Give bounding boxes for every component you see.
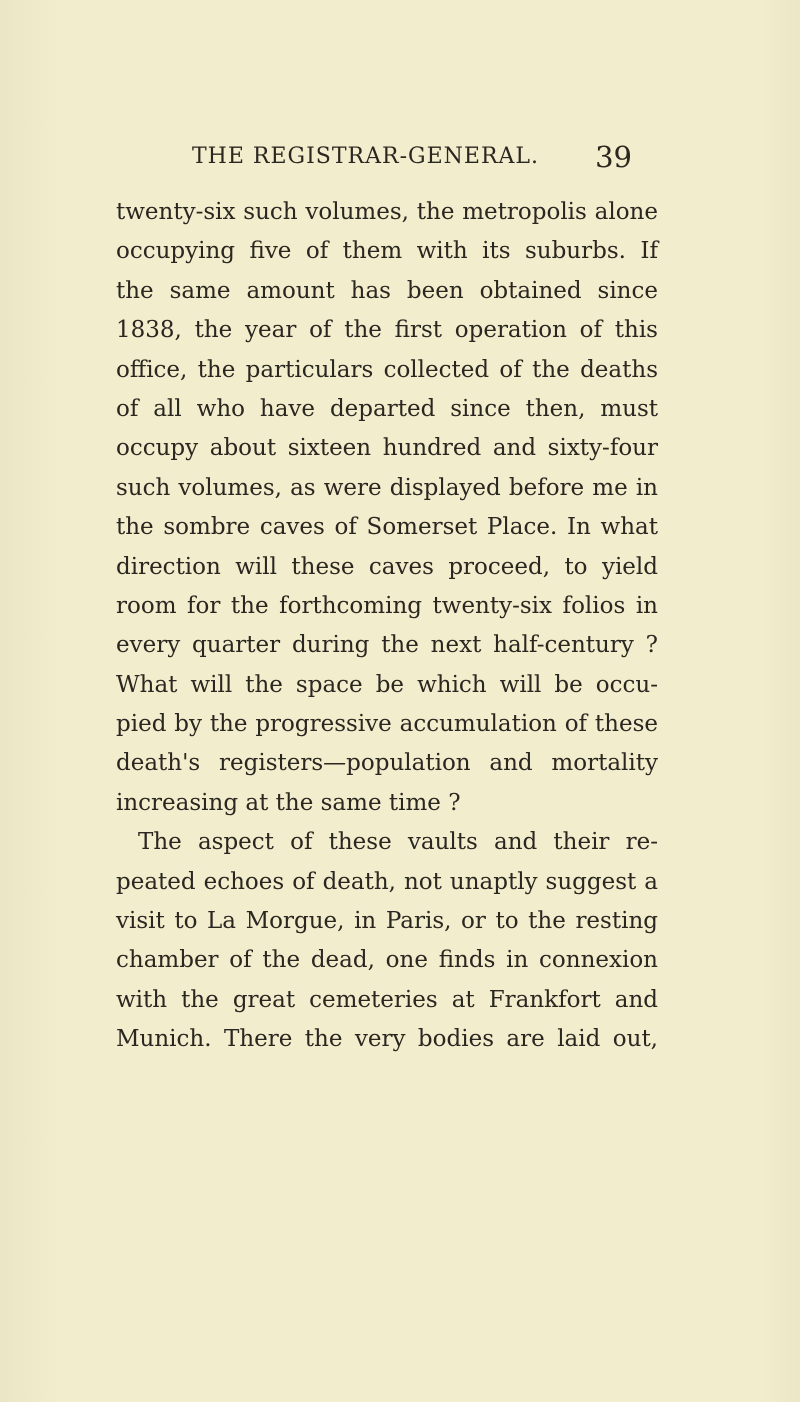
text-line: direction will these caves proceed, to yield (116, 553, 658, 580)
page-number: 39 (595, 140, 632, 174)
text-line: with the great cemeteries at Frankfort and (116, 986, 658, 1013)
text-line: twenty-six such volumes, the metropolis alone (116, 199, 658, 225)
body-text (116, 193, 658, 1060)
text-line: peated echoes of death, not unaptly suggest a (116, 868, 658, 895)
text-line: office, the particulars collected of the deaths (116, 356, 658, 383)
running-head (192, 140, 632, 180)
text-line: 1838, the year of the first operation of this (116, 317, 658, 344)
paragraph-1 (116, 193, 658, 823)
text-line: increasing at the same time ? (116, 789, 461, 816)
text-line: Munich. There the very bodies are laid out, (116, 1026, 658, 1053)
text-line: room for the forthcoming twenty-six folios in (116, 592, 658, 619)
text-line: the sombre caves of Somerset Place. In what (116, 514, 658, 541)
running-title: THE REGISTRAR-GENERAL. (192, 144, 539, 169)
text-line: pied by the progressive accumulation of these (116, 711, 658, 738)
text-line: occupying five of them with its suburbs. If (116, 238, 658, 265)
paragraph-2 (116, 823, 658, 1059)
text-line: the same amount has been obtained since (116, 277, 658, 304)
text-line: of all who have departed since then, must (116, 395, 658, 422)
text-line: What will the space be which will be occu- (116, 671, 658, 698)
text-line: The aspect of these vaults and their re- (138, 829, 658, 856)
text-line: every quarter during the next half-century ? (116, 632, 658, 659)
text-line: death's registers—population and mortality (116, 750, 658, 777)
text-line: visit to La Morgue, in Paris, or to the resting (116, 908, 658, 935)
text-line: such volumes, as were displayed before me in (116, 474, 658, 501)
text-line: chamber of the dead, one finds in connexion (116, 947, 658, 974)
text-line: occupy about sixteen hundred and sixty-four (116, 435, 658, 462)
